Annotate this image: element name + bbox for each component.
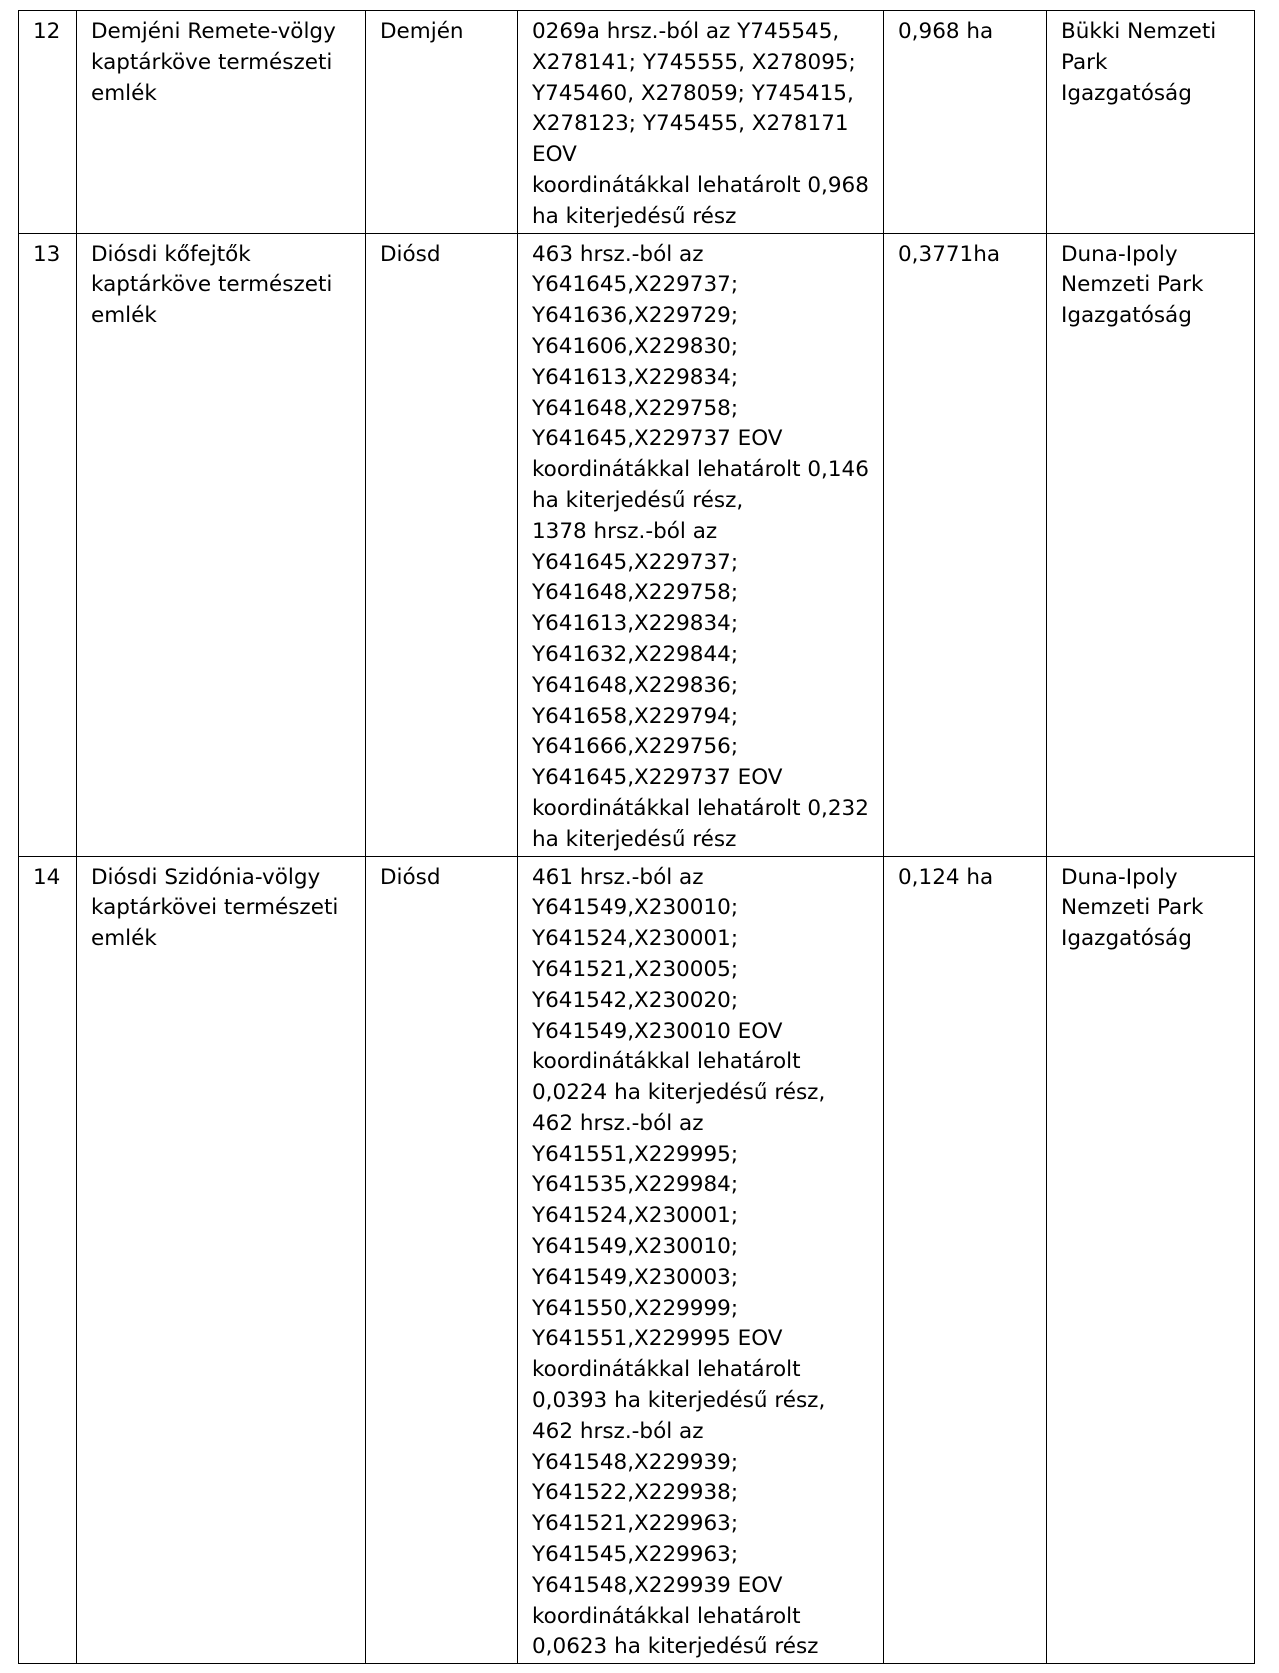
parcel-description-line: koordinátákkal lehatárolt 0,146 [532,457,869,483]
parcel-description-line: Y641549,X230010; [532,1234,739,1260]
site-name-line: emlék [91,303,157,329]
authority-line: Igazgatóság [1061,80,1192,106]
authority-line: Igazgatóság [1061,303,1192,329]
site-name-line: kaptárkövei természeti [91,895,339,921]
row-number-cell [19,11,77,234]
parcel-description-line: koordinátákkal lehatárolt 0,232 [532,795,869,821]
site-name-cell [77,233,366,856]
authority-cell [1047,233,1255,856]
area-cell [884,233,1047,856]
parcel-description-line: Y641550,X229999; [532,1295,739,1321]
table-row [19,856,1255,1664]
settlement-cell [366,856,518,1664]
parcel-description-line: Y641521,X229963; [532,1511,739,1537]
site-name-line: kaptárköve természeti [91,272,333,298]
parcel-description-line: X278141; Y745555, X278095; [532,49,856,75]
settlement-cell [366,11,518,234]
row-number-text: 12 [33,19,61,44]
parcel-description-line: koordinátákkal lehatárolt [532,1049,801,1075]
row-number-text: 14 [33,864,61,890]
site-name-line: Diósdi Szidónia-völgy [91,864,321,890]
settlement-text: Demjén [380,19,464,44]
parcel-description-line: Y641551,X229995 EOV [532,1326,783,1352]
parcel-description-line: Y641548,X229939; [532,1449,739,1475]
parcel-description-line: Y641524,X230001; [532,1203,739,1229]
area-text: 0,968 ha [898,19,994,44]
authority-line: Park [1061,49,1108,75]
table-row [19,233,1255,856]
parcel-description-line: Y641645,X229737 EOV [532,426,783,452]
parcel-description-line: ha kiterjedésű rész [532,826,737,852]
parcel-description-line: ha kiterjedésű rész [532,203,737,229]
parcel-description-line: Y641648,X229836; [532,672,739,698]
row-number-cell [19,856,77,1664]
site-name-line: Diósdi kőfejtők [91,241,251,267]
area-text: 0,124 ha [898,864,994,890]
parcel-description-line: ha kiterjedésű rész, [532,487,744,513]
parcel-description-line: Y641535,X229984; [532,1172,739,1198]
parcel-description-line: Y641606,X229830; [532,333,739,359]
parcel-description-line: Y641548,X229939 EOV [532,1572,783,1598]
site-name-line: Demjéni Remete-völgy [91,19,336,44]
parcel-description-line: Y641632,X229844; [532,641,739,667]
area-cell [884,856,1047,1664]
parcel-description-line: Y641645,X229737; [532,549,739,575]
authority-line: Nemzeti Park [1061,272,1204,298]
parcel-description-line: Y641524,X230001; [532,926,739,952]
site-name-cell [77,11,366,234]
parcel-description-line: Y641636,X229729; [532,303,739,329]
parcel-description-line: Y641522,X229938; [532,1480,739,1506]
site-name-line: kaptárköve természeti [91,49,333,75]
row-number-text: 13 [33,241,61,267]
parcel-description-line: Y641648,X229758; [532,580,739,606]
parcel-description-line: 1378 hrsz.-ból az [532,518,718,544]
parcel-description-line: koordinátákkal lehatárolt [532,1357,801,1383]
parcel-description-line: Y641545,X229963; [532,1542,739,1568]
parcel-description-line: Y641658,X229794; [532,703,739,729]
parcel-description-line: Y745460, X278059; Y745415, [532,80,854,106]
parcel-description-line: 0,0393 ha kiterjedésű rész, [532,1388,826,1414]
parcel-description-line: Y641549,X230010 EOV [532,1018,783,1044]
parcel-description-line: Y641648,X229758; [532,395,739,421]
authority-line: Igazgatóság [1061,926,1192,952]
parcel-description-line: 0,0623 ha kiterjedésű rész [532,1634,819,1660]
table-body [19,11,1255,1664]
authority-cell [1047,856,1255,1664]
authority-line: Nemzeti Park [1061,895,1204,921]
parcel-description-line: koordinátákkal lehatárolt 0,968 [532,172,869,198]
parcel-description-line: 462 hrsz.-ból az [532,1418,704,1444]
parcel-description-line: 0,0224 ha kiterjedésű rész, [532,1080,826,1106]
parcel-description-line: 461 hrsz.-ból az [532,864,704,890]
parcel-description-cell [518,233,884,856]
area-text: 0,3771ha [898,241,1001,267]
parcel-description-line: Y641551,X229995; [532,1141,739,1167]
parcel-description-line: Y641645,X229737; [532,272,739,298]
site-name-line: emlék [91,926,157,952]
parcel-description-cell [518,856,884,1664]
parcel-description-line: Y641613,X229834; [532,611,739,637]
site-name-cell [77,856,366,1664]
row-number-cell [19,233,77,856]
table-row [19,11,1255,234]
parcel-description-line: Y641549,X230010; [532,895,739,921]
parcel-description-line: 462 hrsz.-ból az [532,1110,704,1136]
settlement-text: Diósd [380,864,441,890]
parcel-description-line: koordinátákkal lehatárolt [532,1603,801,1629]
parcel-description-line: Y641666,X229756; [532,734,739,760]
authority-line: Duna-Ipoly [1061,864,1178,890]
authority-cell [1047,11,1255,234]
parcel-description-line: Y641542,X230020; [532,987,739,1013]
parcel-description-line: X278123; Y745455, X278171 [532,111,849,137]
parcel-description-line: Y641521,X230005; [532,956,739,982]
protected-sites-table [18,10,1255,1664]
parcel-description-line: Y641645,X229737 EOV [532,765,783,791]
authority-line: Duna-Ipoly [1061,241,1178,267]
settlement-text: Diósd [380,241,441,267]
settlement-cell [366,233,518,856]
parcel-description-cell [518,11,884,234]
parcel-description-line: 0269a hrsz.-ból az Y745545, [532,19,840,44]
authority-line: Bükki Nemzeti [1061,19,1217,44]
site-name-line: emlék [91,80,157,106]
parcel-description-line: 463 hrsz.-ból az [532,241,704,267]
area-cell [884,11,1047,234]
parcel-description-line: EOV [532,142,577,168]
parcel-description-line: Y641613,X229834; [532,364,739,390]
parcel-description-line: Y641549,X230003; [532,1264,739,1290]
